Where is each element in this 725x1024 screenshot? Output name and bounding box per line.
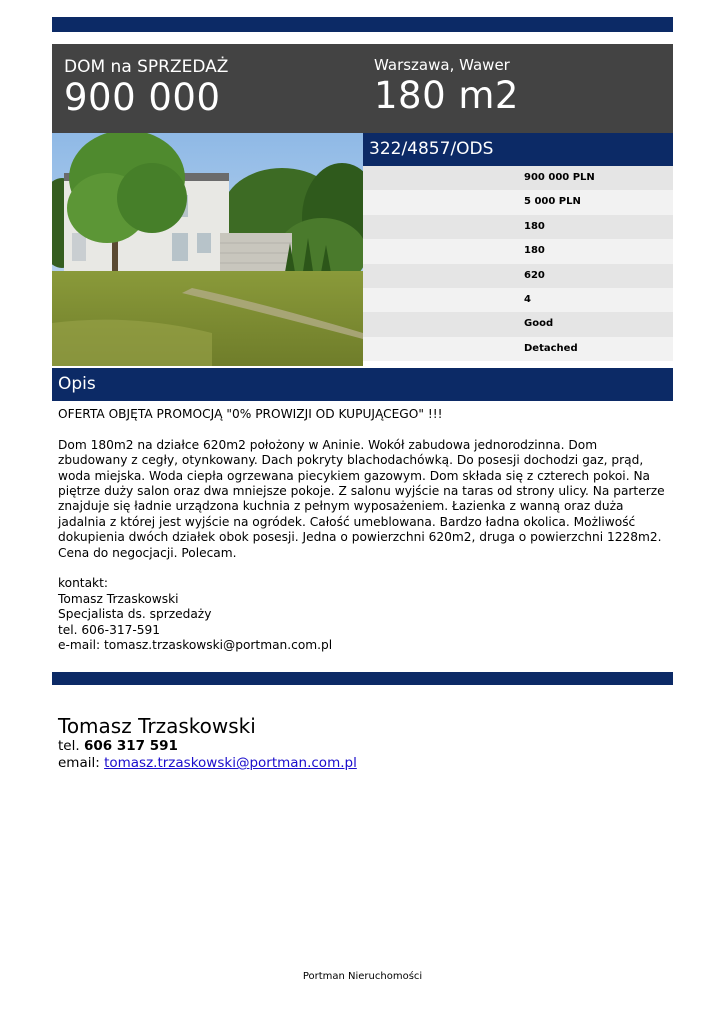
detail-row-usable-area: 180	[363, 239, 673, 263]
listing-reference: 322/4857/ODS	[363, 133, 673, 166]
detail-row-price: 900 000 PLN	[363, 166, 673, 190]
description-text: Dom 180m2 na działce 620m2 położony w Aninie. Wokół zabudowa jednorodzinna. Dom zbudowany z cegły, otynkowany. Dach pokryty blachodachówką. Do posesji dochodzi gaz, prąd, woda miejska. Woda ciepła ogrzewana piecykiem gazowym. Dom składa się z czterech pokoi. Na piętrze duży salon oraz dwa mniejsze pokoje. Z salonu wyjście na taras od strony ulicy. Na parterze znajduje się ładnie urządzona kuchnia z pełnym wyposażeniem. Łazienka z wanną oraz duża jadalnia z której jest wyjście na ogródek. Całość umeblowana. Bardzo ładna okolica. Możliwość dokupienia dwóch działek obok posesji. Jedna o powierzchni 620m2, druga o powierzchni 1228m2. Cena do negocjacji. Polecam.	[58, 437, 665, 560]
description-body	[58, 407, 670, 653]
contact-line: kontakt:	[58, 576, 108, 591]
contact-line: Tomasz Trzaskowski	[58, 591, 179, 606]
footer-company: Portman Nieruchomości	[302, 971, 423, 982]
agent-email-line	[58, 755, 670, 772]
agent-email-link[interactable]: tomasz.trzaskowski@portman.com.pl	[104, 755, 357, 771]
detail-row-plot-area: 620	[363, 264, 673, 288]
contact-line: Specjalista ds. sprzedaży	[58, 607, 212, 622]
property-type: DOM na SPRZEDAŻ	[64, 57, 229, 77]
details-table	[363, 166, 673, 361]
detail-row-area: 180	[363, 215, 673, 239]
agent-phone: 606 317 591	[83, 738, 178, 754]
top-accent-bar	[52, 17, 673, 32]
property-location: Warszawa, Wawer	[374, 56, 510, 74]
detail-row-building-type: Detached	[363, 337, 673, 361]
listing-header	[52, 44, 673, 133]
phone-label: tel.	[58, 738, 80, 754]
contact-line: e-mail: tomasz.trzaskowski@portman.com.pl	[58, 638, 333, 653]
detail-row-rooms: 4	[363, 288, 673, 312]
agent-card	[58, 714, 670, 772]
agent-name: Tomasz Trzaskowski	[58, 714, 256, 738]
detail-row-condition: Good	[363, 312, 673, 336]
agent-phone-line	[58, 738, 670, 755]
promo-text: OFERTA OBJĘTA PROMOCJĄ "0% PROWIZJI OD KUPUJĄCEGO" !!!	[58, 407, 443, 421]
section-divider-bar	[52, 672, 673, 685]
detail-row-fee: 5 000 PLN	[363, 190, 673, 214]
house-photo-illustration	[52, 133, 363, 366]
email-label: email:	[58, 755, 100, 771]
property-area: 180 m2	[374, 74, 519, 117]
description-heading: Opis	[52, 368, 673, 401]
contact-line: tel. 606-317-591	[58, 622, 160, 637]
property-price: 900 000	[64, 76, 221, 119]
property-photo	[52, 133, 363, 366]
